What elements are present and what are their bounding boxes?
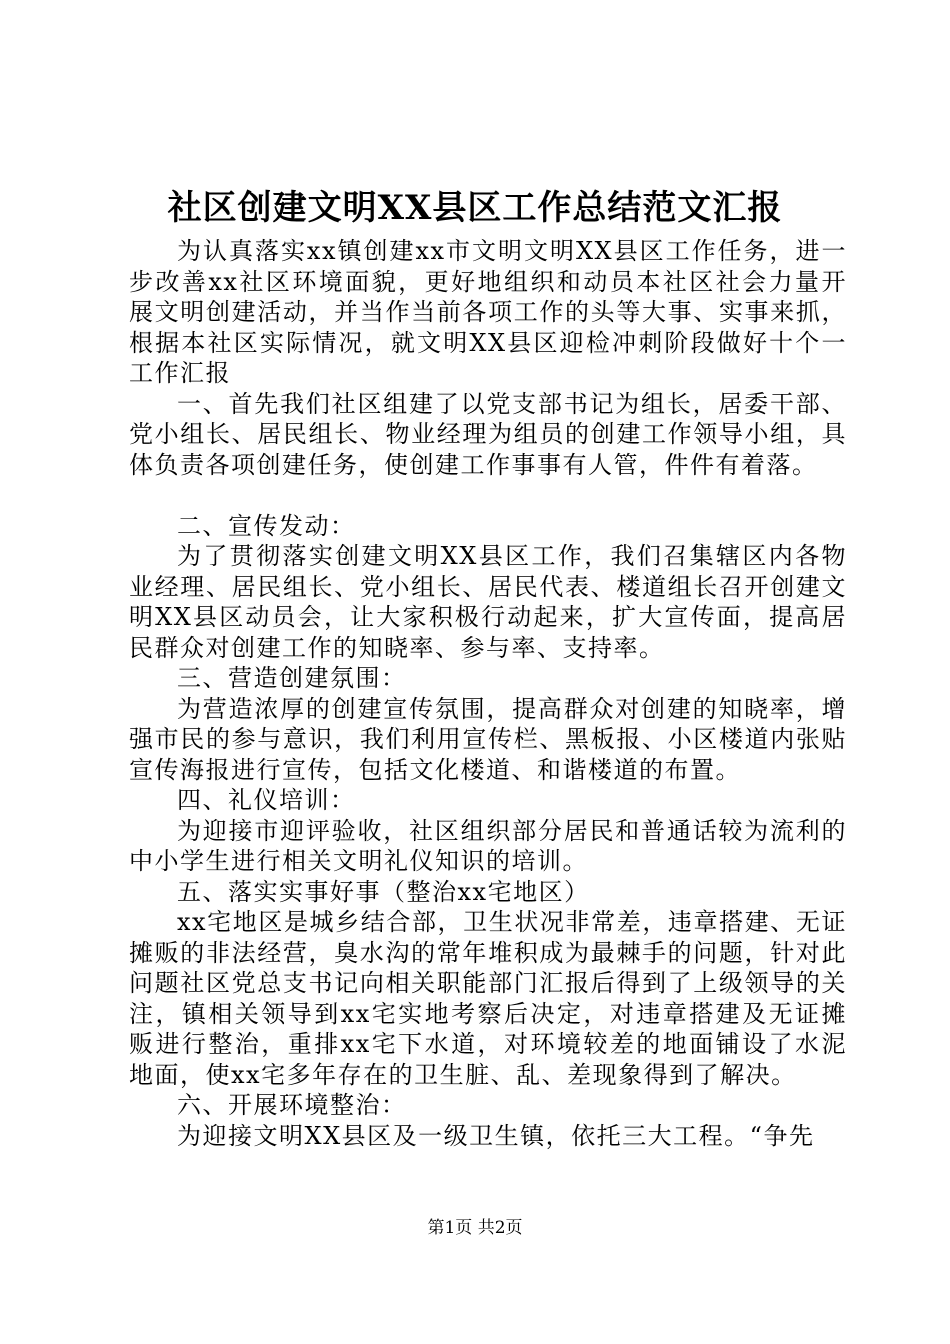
document-title: 社区创建文明XX县区工作总结范文汇报 [167,188,783,228]
paragraph-section-6: 为迎接文明XX县区及一级卫生镇，依托三大工程。“争先 [177,1121,815,1150]
heading-section-3: 三、营造创建氛围： [177,664,407,692]
heading-section-4: 四、礼仪培训： [177,786,356,814]
paragraph-intro: 为认真落实xx镇创建xx市文明文明XX县区工作任务，进一步改善xx社区环境面貌，更好地组织和动员本社区社会力量开展文明创建活动，并当作当前各项工作的头等大事、实事来抓，根据本社区实际情况，就文明XX县区迎检冲刺阶段做好十个一工作汇报 [129,237,847,387]
paragraph-section-1: 一、首先我们社区组建了以党支部书记为组长，居委干部、党小组长、居民组长、物业经理为组员的创建工作领导小组，具体负责各项创建任务，使创建工作事事有人管，件件有着落。 [129,389,847,479]
paragraph-section-2: 为了贯彻落实创建文明XX县区工作，我们召集辖区内各物业经理、居民组长、党小组长、居民代表、楼道组长召开创建文明XX县区动员会，让大家积极行动起来，扩大宣传面，提高居民群众对创建工作的知晓率、参与率、支持率。 [129,542,847,662]
heading-section-5: 五、落实实事好事（整治xx宅地区） [177,877,590,906]
page-footer: 第1页 共2页 [427,1218,523,1238]
paragraph-section-5: xx宅地区是城乡结合部，卫生状况非常差，违章搭建、无证摊贩的非法经营，臭水沟的常年堆积成为最棘手的问题，针对此问题社区党总支书记向相关职能部门汇报后得到了上级领导的关注，镇相关领导到xx宅实地考察后决定，对违章搭建及无证摊贩进行整治，重排xx宅下水道，对环境较差的地面铺设了水泥地面，使xx宅多年存在的卫生脏、乱、差现象得到了解决。 [129,908,847,1089]
document-body [129,236,847,1151]
heading-section-2: 二、宣传发动： [177,511,356,540]
paragraph-section-3: 为营造浓厚的创建宣传氛围，提高群众对创建的知晓率，增强市民的参与意识，我们利用宣传栏、黑板报、小区楼道内张贴宣传海报进行宣传，包括文化楼道、和谐楼道的布置。 [129,694,847,784]
paragraph-spacer [129,480,847,511]
heading-section-6: 六、开展环境整治： [177,1091,407,1119]
paragraph-section-4: 为迎接市迎评验收，社区组织部分居民和普通话较为流利的中小学生进行相关文明礼仪知识的培训。 [129,816,847,875]
